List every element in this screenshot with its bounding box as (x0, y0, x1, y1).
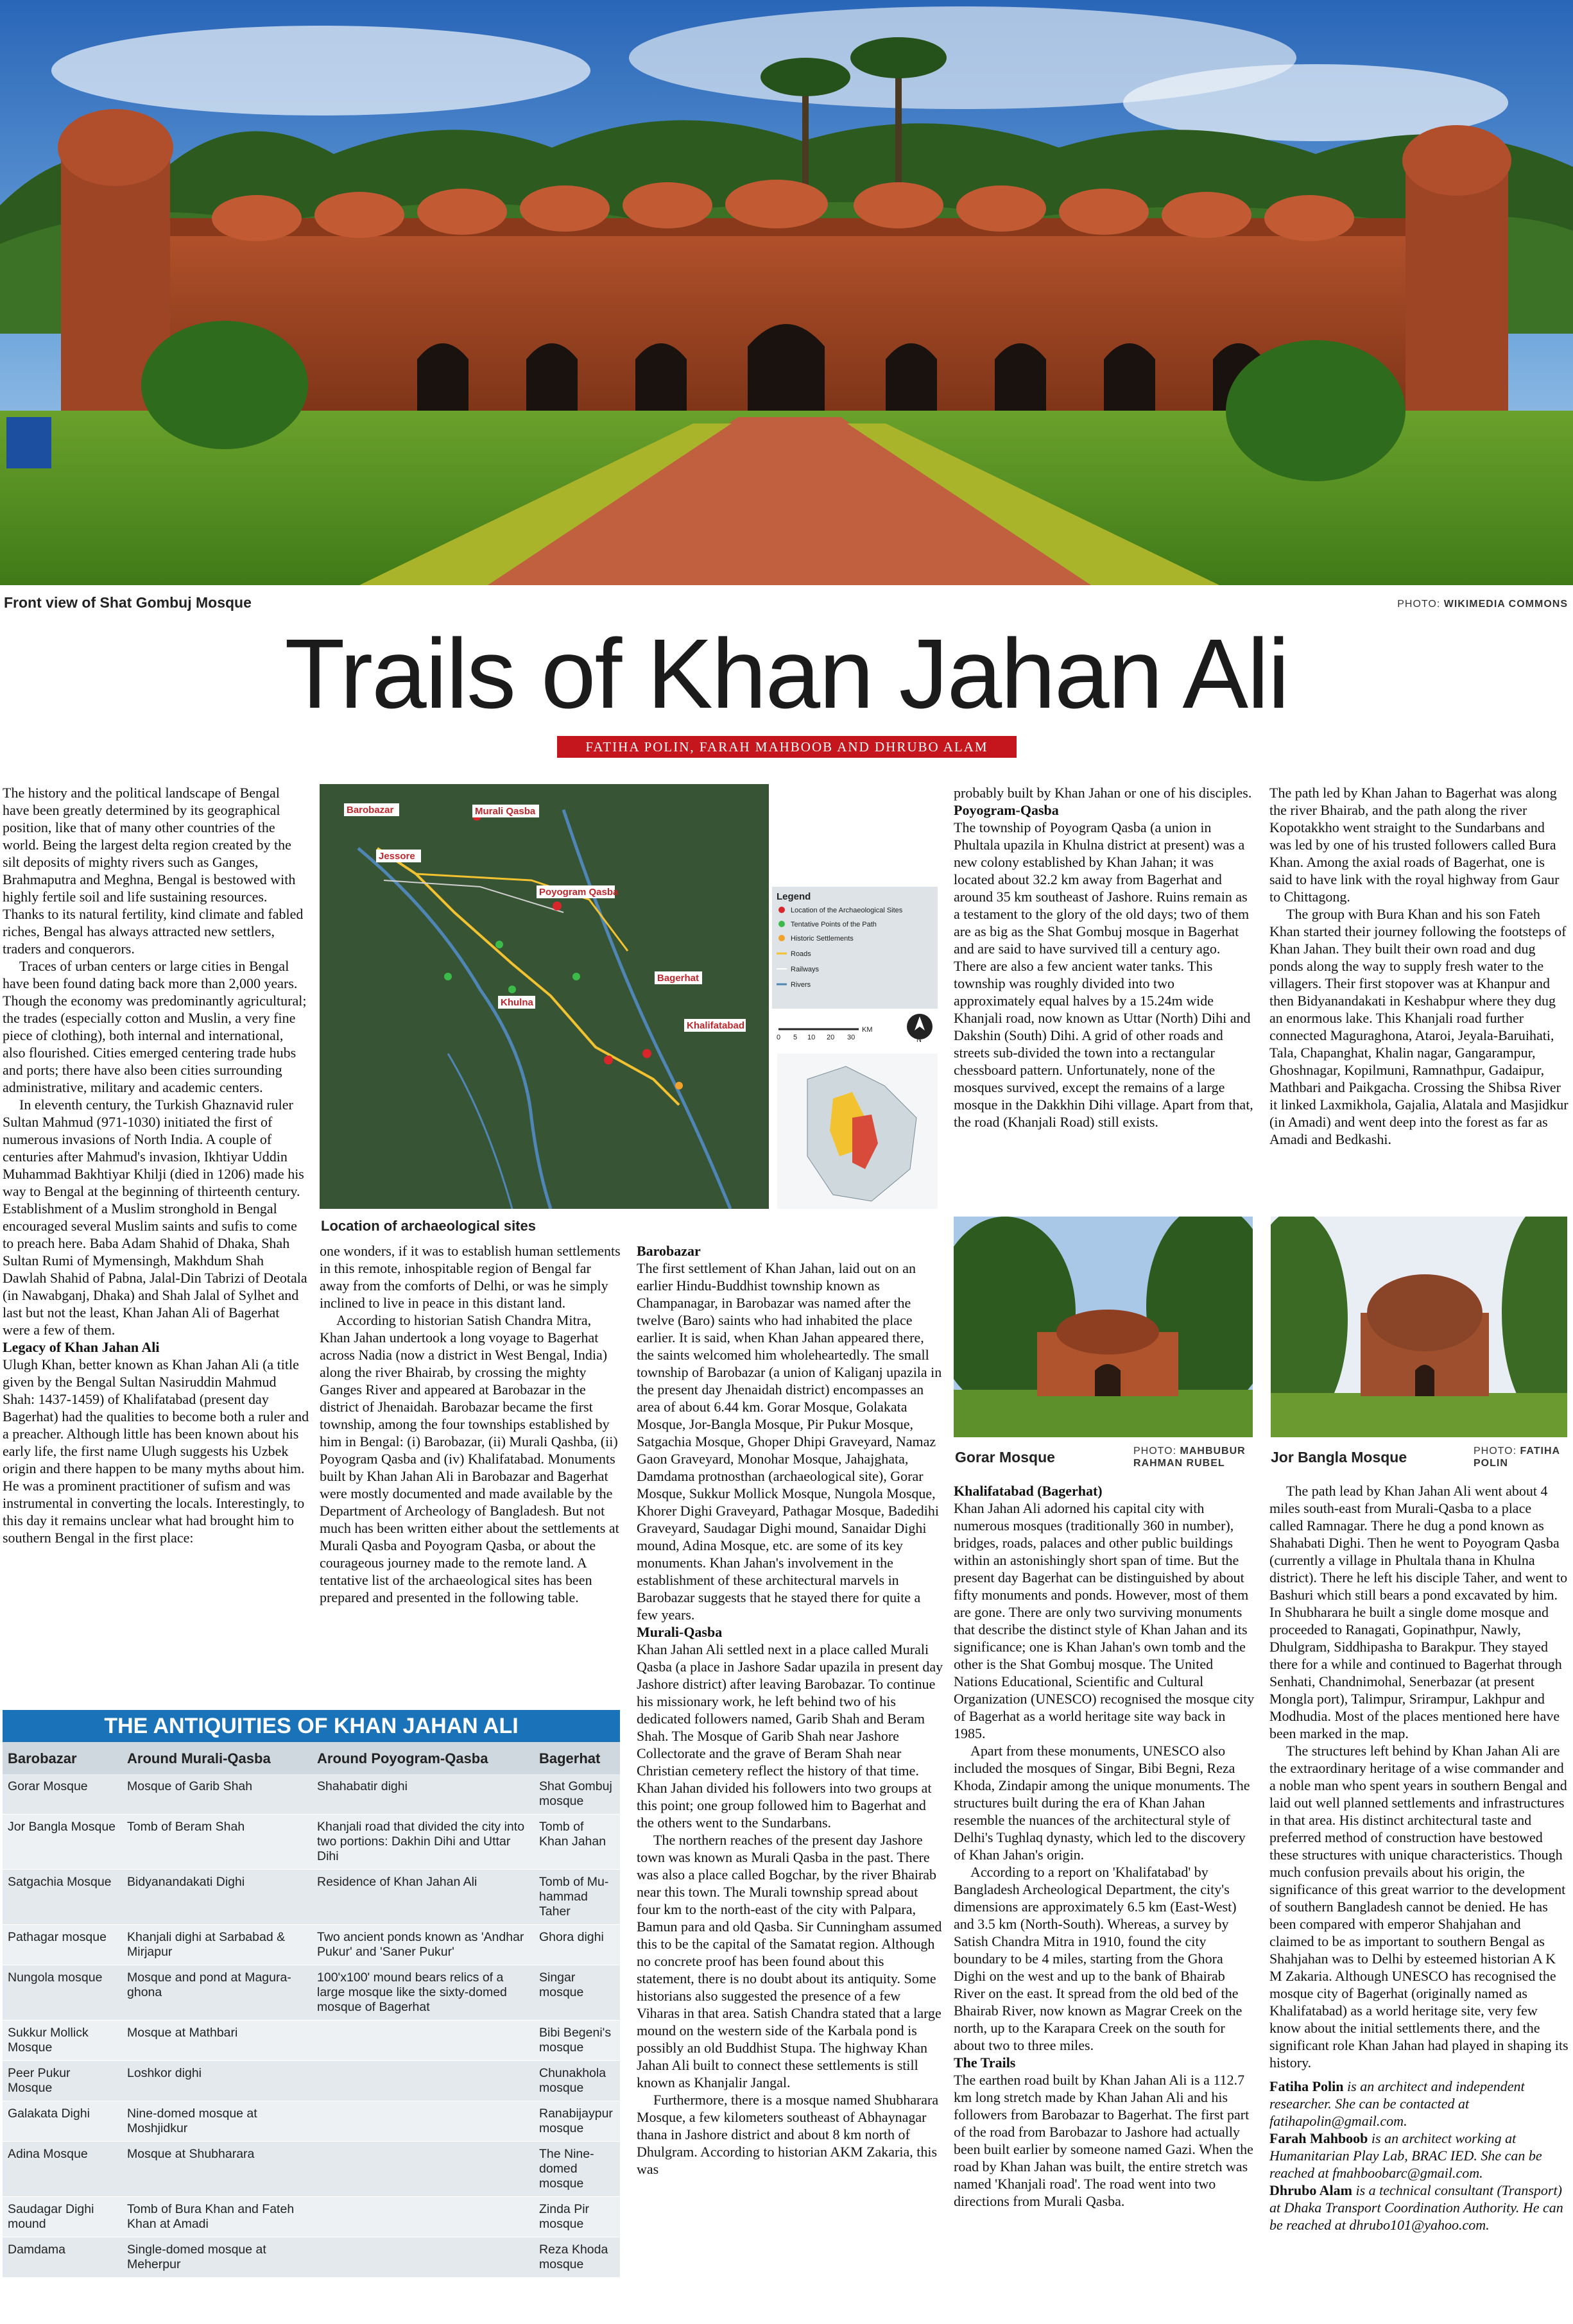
table-cell: Shahabatir dighi (312, 1774, 534, 1815)
table-body (3, 1774, 620, 2278)
paragraph: According to historian Satish Chandra Mitra, Khan Jahan undertook a long voyage to Bagerhat across Nadia (now a district in West Bengal, India) along the river Bhairab, by crossing the mighty Ganges River and appeared at Barobazar in the district of Jhenaidah. Barobazar became the first township, among the four townships established by him in Bengal: (i) Barobazar, (ii) Murali Qashba, (ii) Poyogram Qasba and (iv) Khalifatabad. Monuments built by Khan Jahan Ali in Barobazar and Bagerhat were mostly documented and made available by the Department of Archeology of Bangladesh. But not much has been written either about the settlements at Murali Qasba and Poyogram Qasba, or about the courageous journey made to the remote land. A tentative list of the archaeological sites has been prepared and presented in the following table. (320, 1312, 619, 1605)
map-label: Barobazar (347, 805, 394, 816)
gorar-mosque-image (954, 1217, 1253, 1437)
table-title: THE ANTIQUITIES OF KHAN JAHAN ALI (3, 1710, 620, 1742)
table-cell (312, 2142, 534, 2197)
subheading: Khalifatabad (Bagerhat) (954, 1483, 1103, 1499)
paragraph: The northern reaches of the present day Jashore town was known as Murali Qasba in the past. There was also a place called Bogchar, by the river Bhairab near this town. The Murali township spread about four km to the north-east of the city with Palpara, Bamun para and old Qasba. Sir Cunningham assumed this to be the capital of the Samatat region. Although no concrete proof has been found about this statement, there is no doubt about its antiquity. Some historians also suggested the presence of a few Viharas in that area. Satish Chandra stated that a large mound on the western side of the Karbala pond is possibly an old Buddhist Stupa. The highway Khan Jahan Ali built to connect these settlements is still known as Khanjalir Jangal. (637, 1832, 942, 2090)
scale-tick: 30 (847, 1034, 855, 1041)
paragraph: Khan Jahan Ali adorned his capital city with numerous mosques (traditionally 360 in number), bridges, roads, palaces and other public buildings within an astonishingly short span of time. But the present day Bagerhat can be distinguished by about fifty monuments and ponds. However, most of them are gone. There are only two surviving monuments that describe the distinct style of Khan Jahan and its significance; one is Khan Jahan's own tomb and the other is the Shat Gombuj mosque. The United Nations Educational, Scientific and Cultural Organization (UNESCO) recognised the mosque city of Bagerhat as a world heritage site way back in 1985. (954, 1500, 1255, 1741)
table-cell: Chunakhola mosque (534, 2061, 620, 2101)
paragraph: probably built by Khan Jahan or one of his disciples. (954, 785, 1252, 801)
column-b (320, 1242, 623, 1606)
legend-item: Rivers (791, 981, 811, 989)
table-row (3, 1870, 620, 1925)
author-bio (1269, 2078, 1569, 2130)
subheading: Legacy of Khan Jahan Ali (3, 1339, 160, 1355)
legend-item: Historic Settlements (791, 935, 854, 943)
antiquities-table (3, 1710, 620, 2278)
author-name: Farah Mahboob (1269, 2130, 1368, 2146)
table (3, 1742, 620, 2278)
paragraph: Apart from these monuments, UNESCO also included the mosques of Singar, Bibi Begni, Reza Khoda, Zindapir among the unique monuments. The structures built during the era of Khan Jahan resemble the nuances of the architectural style of Delhi's Tughlaq dynasty, which led to the discovery of Khan Jahan's origin. (954, 1743, 1250, 1863)
table-cell: Jor Bangla Mosque (3, 1815, 122, 1870)
table-cell: Reza Khoda mosque (534, 2237, 620, 2278)
column-e-bottom (1269, 1482, 1569, 2234)
column-a (3, 784, 309, 1546)
table-cell: Nungola mosque (3, 1965, 122, 2021)
table-cell: Single-domed mosque at Meherpur (122, 2237, 312, 2278)
table-cell (312, 2197, 534, 2237)
byline: FATIHA POLIN, FARAH MAHBOOB AND DHRUBO ALAM (557, 736, 1017, 758)
legend-item: Railways (791, 966, 820, 973)
paragraph: The earthen road built by Khan Jahan Ali is a 112.7 km long stretch made by Khan Jahan Ali and his followers from Barobazar to Bagerhat. The first part of the road from Barobazar to Jashore had actually been built earlier by someone named Gazi. When the road by Khan Jahan was built, the entire stretch was named 'Khanjali road'. The road went into two directions from Murali Qasba. (954, 2072, 1253, 2209)
table-row (3, 1774, 620, 1815)
table-cell: Ranabijaypur mosque (534, 2101, 620, 2142)
table-cell (312, 2061, 534, 2101)
archaeological-map (320, 784, 941, 1209)
table-cell: Zinda Pir mosque (534, 2197, 620, 2237)
table-cell: Damdama (3, 2237, 122, 2278)
paragraph: The first settlement of Khan Jahan, laid out on an earlier Hindu-Buddhist township known as Champanagar, in Barobazar was named after the twelve (Baro) saints who had inhabited the place earlier. It is said, when Khan Jahan appeared there, the saints welcomed him wholeheartedly. The small township of Barobazar (a union of Kaliganj upazila in the present day Jhenaidah district) encompasses an area of about 6.44 km. Gorar Mosque, Golakata Mosque, Jor-Bangla Mosque, Pir Pukur Mosque, Satgachia Mosque, Ghoper Dhipi Graveyard, Namaz Gaon Graveyard, Monohar Mosque, Jahajghata, Damdama protnosthan (archaeological site), Gorar Mosque, Sukkur Mollick Mosque, Nungola Mosque, Khorer Dighi Graveyard, Pathagar Mosque, Badedihi Graveyard, Saudagar Dighi mound, Sanaidar Dighi mound, Adina Mosque, etc. are some of its key monuments. Khan Jahan's involvement in the establishment of these architectural marvels in Barobazar suggests that he stayed there for quite a few years. (637, 1260, 942, 1623)
author-bio-text: is an architect and independent researcher. She can be contacted at fatihapolin@gmail.com. (1269, 2078, 1525, 2129)
paragraph: one wonders, if it was to establish human settlements in this remote, inhospitable region of Bengal far away from the comforts of Delhi, or was he simply inclined to live in peace in this distant land. (320, 1243, 621, 1311)
table-cell: Khanjali road that divided the city into two portions: Dakhin Dihi and Uttar Dihi (312, 1815, 534, 1870)
table-cell: Peer Pukur Mosque (3, 2061, 122, 2101)
table-cell: The Nine-domed mosque (534, 2142, 620, 2197)
subheading: The Trails (954, 2055, 1016, 2071)
jor-bangla-credit-label: PHOTO: (1474, 1446, 1517, 1457)
paragraph: The township of Poyogram Qasba (a union in Phultala upazila in Khulna district at present) was a new colony established by Khan Jahan; it was located about 32.2 km away from Bagerhat and around 35 km southeast of Jashore. Ruins remain as a testament to the glory of the old days; two of them are as big as the Shat Gombuj mosque in Bagerhat and are said to have survived till a century ago. There are also a few ancient water tanks. This township was roughly divided into two approximately equal halves by a 15.24m wide Khanjali road, now known as Uttar (North) Dihi and Dakshin (South) Dihi. A grid of other roads and streets sub-divided the town into a rectangular chessboard pattern. Unfortunately, none of the mosques survived, except the remains of a large mosque in the Dakkhin Dihi village. Apart from that, the road (Khanjali Road) still exists. (954, 819, 1253, 1130)
table-header: Around Murali-Qasba (122, 1742, 312, 1774)
paragraph: Furthermore, there is a mosque named Shubharara Mosque, a few kilometers southeast of Abhaynagar thana in Jashore district and about 8 km north of Dhulgram. According to historian AKM Zakaria, this was (637, 2092, 939, 2177)
jor-bangla-caption: Jor Bangla Mosque (1271, 1449, 1407, 1465)
paragraph: Traces of urban centers or large cities in Bengal have been found dating back more than 2,000 years. Though the economy was predominantly agricultural; the trades (especially cotton and Muslin, a very fine piece of clothing), both internal and international, also flourished. Cities emerged centering trade hubs and ports; there have also been cities surrounding administrative, military and academic centers. (3, 958, 307, 1095)
jor-bangla-credit-name: FATIHA POLIN (1474, 1446, 1560, 1469)
author-name: Fatiha Polin (1269, 2078, 1344, 2094)
paragraph: The group with Bura Khan and his son Fateh Khan started their journey following the footsteps of Khan Jahan. They built their own road and dug ponds along the way to supply fresh water to the villagers. Their first stopover was at Khanpur and then Bidyanandakati in Keshabpur where they dug an enormous lake. This Khanjali road further connected Maguraghona, Ataroi, Jeyala-Baruihati, Tala, Chapanghat, Khalin nagar, Gangarampur, Ghoshnagar, Kopilmuni, Ramnathpur, Gadaipur, Mathbari and Paikgacha. Crossing the Shibsa River it linked Laxmikhola, Gajalia, Alatala and Masjidkur (in Amadi) and went deep into the forest as far as Amadi and Bedkashi. (1269, 906, 1569, 1147)
table-cell: Galakata Dighi (3, 2101, 122, 2142)
author-bio (1269, 2182, 1569, 2234)
hero-credit-name: WIKIMEDIA COMMONS (1443, 599, 1568, 610)
table-cell: Residence of Khan Jahan Ali (312, 1870, 534, 1925)
site-marker (553, 901, 562, 910)
legend-title: Legend (777, 891, 811, 902)
table-cell: Bidyanandakati Dighi (122, 1870, 312, 1925)
gorar-credit-name: MAHBUBUR RAHMAN RUBEL (1133, 1446, 1246, 1469)
gorar-credit (1133, 1445, 1253, 1469)
table-cell: Bibi Begeni's mosque (534, 2021, 620, 2061)
table-cell: Tomb of Bura Khan and Fateh Khan at Amadi (122, 2197, 312, 2237)
table-cell: Mosque and pond at Magura-ghona (122, 1965, 312, 2021)
hero-credit-label: PHOTO: (1397, 599, 1441, 610)
gorar-caption: Gorar Mosque (955, 1449, 1055, 1465)
map-label: Poyogram Qasba (539, 887, 619, 898)
table-cell: Gorar Mosque (3, 1774, 122, 1815)
table-cell: Mosque of Garib Shah (122, 1774, 312, 1815)
scale-tick: 0 (777, 1034, 781, 1041)
map-label: Bagerhat (657, 973, 700, 984)
legend-item: Roads (791, 950, 811, 958)
table-cell: Shat Gombuj mosque (534, 1774, 620, 1815)
legend-item: Location of the Archaeological Sites (791, 907, 903, 914)
jor-bangla-mosque-image (1271, 1217, 1567, 1437)
table-cell: Tomb of Mu-hammad Taher (534, 1870, 620, 1925)
table-cell (312, 2237, 534, 2278)
table-cell: Tomb of Khan Jahan (534, 1815, 620, 1870)
author-bio-text: is a technical consultant (Transport) at Dhaka Transport Coordination Authority. He can be reached at dhrubo101@yahoo.com. (1269, 2182, 1563, 2233)
table-cell: 100'x100' mound bears relics of a large mosque like the sixty-domed mosque of Bagerhat (312, 1965, 534, 2021)
headline: Trails of Khan Jahan Ali (284, 619, 1289, 729)
table-row (3, 1925, 620, 1965)
table-cell: Ghora dighi (534, 1925, 620, 1965)
paragraph: The structures left behind by Khan Jahan Ali are the extraordinary heritage of a wise commander and a noble man who spent years in southern Bengal and laid out well planned settlements and infrastructures in that area. His distinct architectural taste and preferred method of construction have bestowed these structures with unique characteristics. Though much confusion prevails about his origin, the significance of this great warrior to the development of southern Bangladesh cannot be denied. He has been compared with emperor Shahjahan and claimed to be as important to southern Bengal as Shahjahan was to Delhi by esteemed historian A K M Zakaria. Although UNESCO has recognised the mosque city of Bagerhat (originally named as Khalifatabad) as a world heritage site, very few know about the initial settlements there, and the significant role Khan Jahan had played in shaping its history. (1269, 1743, 1569, 2071)
north-label: N (916, 1036, 922, 1044)
scale-tick: 5 (793, 1034, 798, 1041)
paragraph: The path lead by Khan Jahan Ali went about 4 miles south-east from Murali-Qasba to a place called Ramnagar. There he dug a pond known as Shahabati Dighi. Then he went to Poyogram Qasba (currently a village in Phultala thana in Khulna district). There he left his disciple Taher, and went to Bashuri which still bears a pond excavated by him. In Shubharara he built a single dome mosque and proceeded to Ranagati, Gopinathpur, Nawly, Dhulgram, Siddhipasha to Barakpur. They stayed there for a while and continued to Bagerhat through Senhati, Chandnimohal, Senerbazar (at present Mongla port), Talimpur, Srirampur, Lakhpur and Modhudia. Most of the places mentioned here have been marked in the map. (1269, 1483, 1568, 1741)
table-cell: Tomb of Beram Shah (122, 1815, 312, 1870)
table-cell: Adina Mosque (3, 2142, 122, 2197)
paragraph: Ulugh Khan, better known as Khan Jahan Ali (a title given by the Bengal Sultan Nasiruddin Mahmud Shah: 1437-1459) of Khalifatabad (present day Bagerhat) had the qualities to become both a ruler and a preacher. Although little has been known about his early life, the first name Ulugh suggests his Uzbek origin and there happen to be many myths about him. He was a prominent practitioner of sufism and was instrumental in converting the locals. Interestingly, to this day it remains unclear what had brought him to southern Bengal in the first place: (3, 1356, 309, 1546)
table-cell: Sukkur Mollick Mosque (3, 2021, 122, 2061)
column-e-top (1269, 784, 1569, 1148)
subheading: Murali-Qasba (637, 1624, 723, 1640)
table-row (3, 2061, 620, 2101)
table-cell: Mosque at Shubharara (122, 2142, 312, 2197)
jor-bangla-credit (1474, 1445, 1567, 1469)
table-cell: Two ancient ponds known as 'Andhar Pukur' and 'Saner Pukur' (312, 1925, 534, 1965)
column-c (637, 1242, 943, 2178)
shat-gombuj-mosque-image (0, 0, 1573, 585)
table-cell: Satgachia Mosque (3, 1870, 122, 1925)
hero-credit (1397, 598, 1568, 610)
table-cell (312, 2021, 534, 2061)
table-row (3, 2237, 620, 2278)
table-cell: Pathagar mosque (3, 1925, 122, 1965)
table-cell: Nine-domed mosque at Moshjidkur (122, 2101, 312, 2142)
map-label: Khalifatabad (687, 1020, 745, 1031)
gorar-mosque-photo (954, 1217, 1253, 1437)
gorar-credit-label: PHOTO: (1133, 1446, 1177, 1457)
paragraph: In eleventh century, the Turkish Ghaznavid ruler Sultan Mahmud (971-1030) initiated the first of numerous invasions of North India. A couple of centuries after Mahmud's invasion, Ikhtiyar Uddin Muhammad Bakhtiyar Khilji (died in 1206) made his way to Bengal at the beginning of thirteenth century. Establishment of a Muslim stronghold in Bengal encouraged several Muslim saints and sufis to come to preach here. Baba Adam Shahid of Dhaka, Shah Sultan Rumi of Mymensingh, Makhdum Shah Dawlah Shahid of Pabna, Jalal-Din Tabrizi of Deotala (in Nawabganj, Dhaka) and Shah Jalal of Sylhet and last but not the least, Khan Jahan Ali of Bagerhat were a few of them. (3, 1097, 307, 1338)
table-header: Bagerhat (534, 1742, 620, 1774)
scale-label: KM (862, 1026, 873, 1034)
jor-bangla-mosque-photo (1271, 1217, 1567, 1437)
map-caption: Location of archaeological sites (321, 1218, 536, 1234)
table-cell: Singar mosque (534, 1965, 620, 2021)
table-row (3, 1965, 620, 2021)
scale-tick: 20 (827, 1034, 835, 1041)
table-cell: Khanjali dighi at Sarbabad & Mirjapur (122, 1925, 312, 1965)
table-cell: Loshkor dighi (122, 2061, 312, 2101)
table-cell (312, 2101, 534, 2142)
map-label: Khulna (501, 997, 533, 1008)
map-label: Jessore (379, 851, 415, 862)
table-header: Barobazar (3, 1742, 122, 1774)
table-row (3, 2142, 620, 2197)
map-label: Murali Qasba (475, 806, 536, 817)
column-d-top (954, 784, 1255, 1131)
site-marker (642, 1049, 651, 1058)
hero-photo (0, 0, 1573, 585)
map-graphic (320, 784, 941, 1209)
site-marker (604, 1055, 613, 1064)
column-d-bottom (954, 1482, 1255, 2210)
author-bio (1269, 2130, 1569, 2182)
paragraph: According to a report on 'Khalifatabad' by Bangladesh Archeological Department, the city's dimensions are approximately 6.5 km (East-West) and 3.5 km (North-South). Whereas, a survey by Satish Chandra Mitra in 1910, found the city boundary to be 4 miles, starting from the Ghora Dighi on the west and up to the bank of Bhairab River on the east. It spread from the old bed of the Bhairab River, now known as Magrar Creek on the north, up to the Karapara Creek on the south for about two to three miles. (954, 1864, 1242, 2053)
table-header: Around Poyogram-Qasba (312, 1742, 534, 1774)
author-bio-text: is an architect working at Humanitarian Play Lab, BRAC IED. She can be reached at fmahboobarc@gmail.com. (1269, 2130, 1542, 2181)
paragraph: The history and the political landscape of Bengal have been greatly determined by its geographical position, like that of many other countries of the world. Being the largest delta region created by the silt deposits of mighty rivers such as Ganges, Brahmaputra and Meghna, Bengal is bestowed with highly fertile soil and life sustaining resources. Thanks to its natural fertility, kind climate and fabled riches, Bengal has always attracted new settlers, traders and conquerors. (3, 785, 304, 957)
subheading: Barobazar (637, 1243, 701, 1259)
subheading: Poyogram-Qasba (954, 802, 1059, 818)
paragraph: The path led by Khan Jahan to Bagerhat was along the river Bhairab, and the path along the river Kopotakkho went straight to the Sundarbans and was led by one of his trusted followers called Bura Khan. Among the axial roads of Bagerhat, one is said to have link with the royal highway from Gaur to Chittagong. (1269, 785, 1560, 905)
legend-item: Tentative Points of the Path (791, 921, 877, 928)
table-row (3, 1815, 620, 1870)
author-name: Dhrubo Alam (1269, 2182, 1352, 2198)
hero-caption: Front view of Shat Gombuj Mosque (4, 594, 252, 611)
scale-tick: 10 (807, 1034, 816, 1041)
table-row (3, 2101, 620, 2142)
table-cell: Mosque at Mathbari (122, 2021, 312, 2061)
paragraph: Khan Jahan Ali settled next in a place called Murali Qasba (a place in Jashore Sadar upazila in present day Jashore district) after leaving Barobazar. To continue his missionary work, he left behind two of his dedicated followers named, Garib Shah and Beram Shah. The Mosque of Garib Shah near Jashore Collectorate and the grave of Beram Shah near Christian cemetery reflect the history of that time. Khan Jahan divided his followers into two groups at this point; one group followed him to Bagerhat and the others went to the Sundarbans. (637, 1641, 943, 1831)
table-row (3, 2021, 620, 2061)
table-row (3, 2197, 620, 2237)
table-cell: Saudagar Dighi mound (3, 2197, 122, 2237)
